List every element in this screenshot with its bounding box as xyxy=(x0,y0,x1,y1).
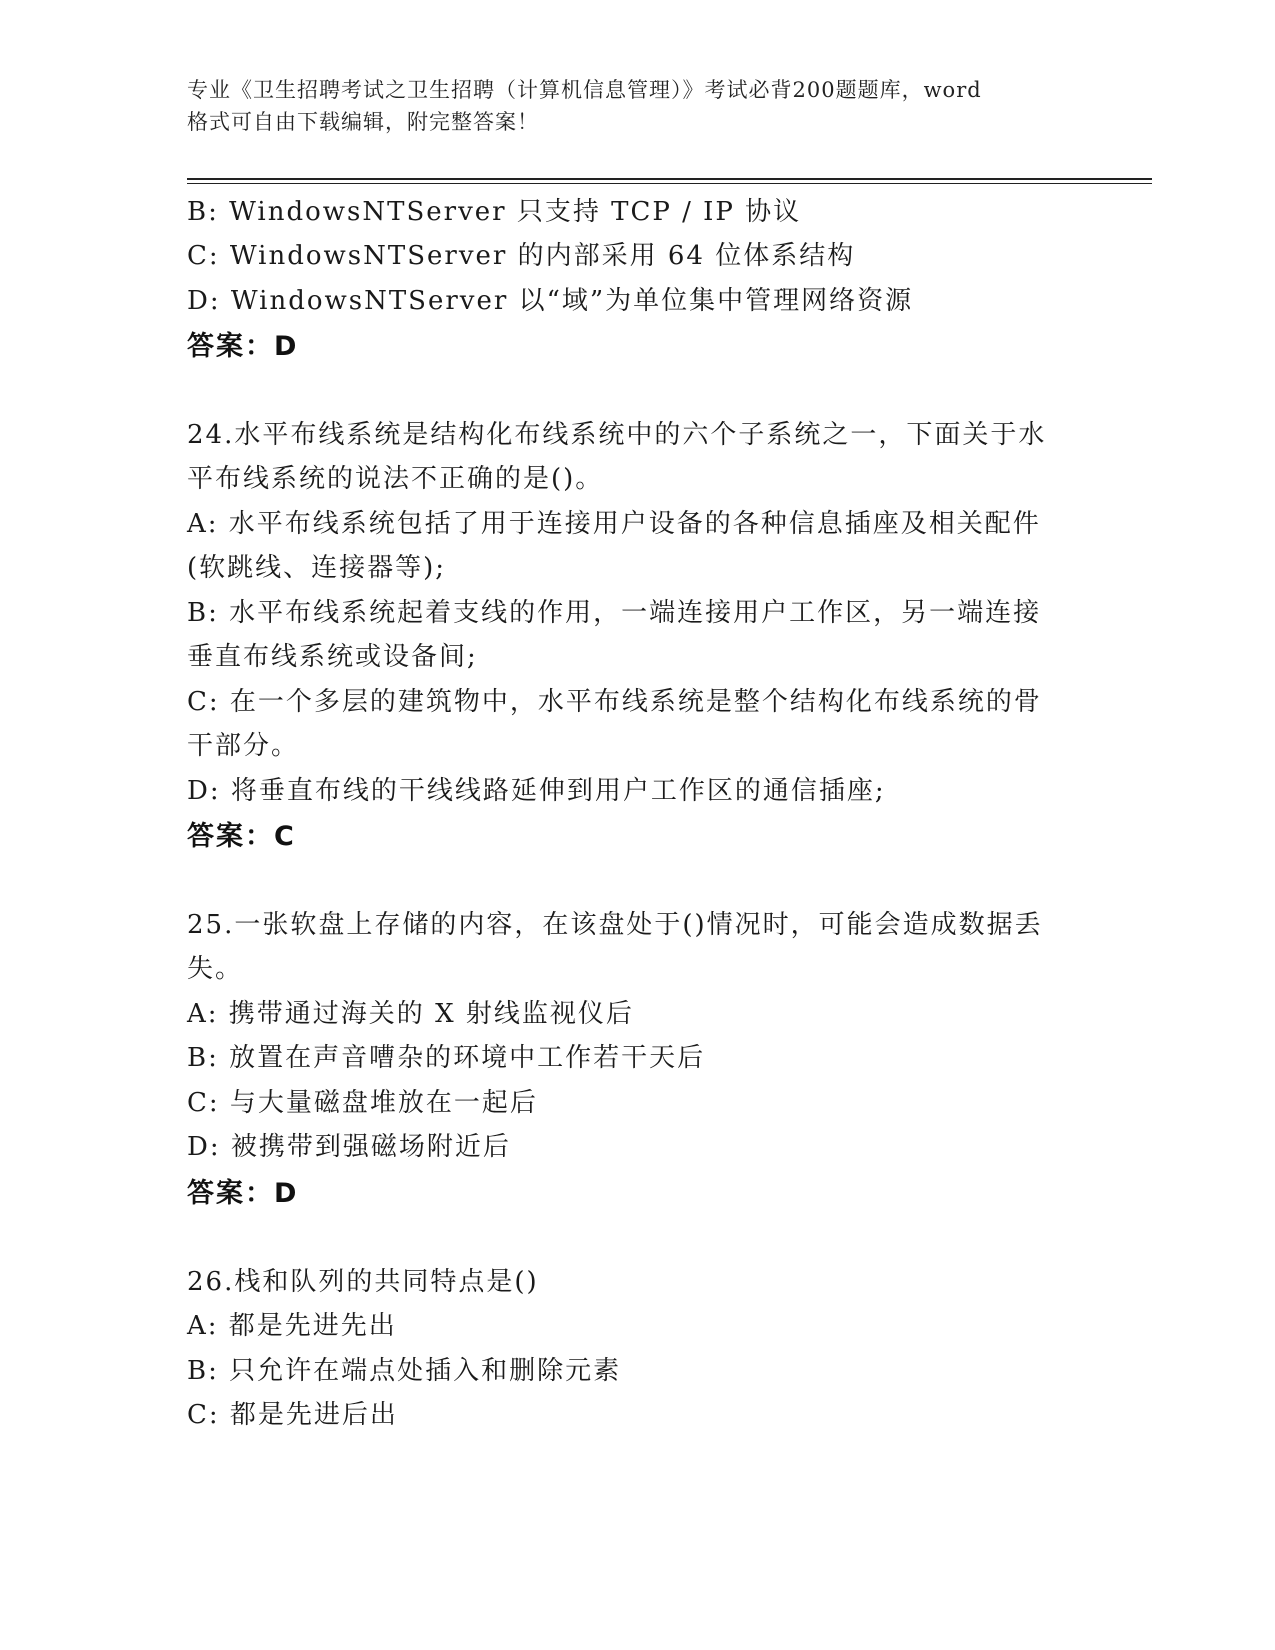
q25-option-d: D: 被携带到强磁场附近后 xyxy=(187,1132,511,1162)
q23-option-c: C: WindowsNTServer 的内部采用 64 位体系结构 xyxy=(187,241,856,271)
q25-stem-line-2: 失。 xyxy=(187,954,244,984)
q23-option-d: D: WindowsNTServer 以“域”为单位集中管理网络资源 xyxy=(187,286,914,316)
q25-option-a: A: 携带通过海关的 X 射线监视仪后 xyxy=(187,999,634,1029)
q25-stem-line-1: 25.一张软盘上存储的内容，在该盘处于()情况时，可能会造成数据丢 xyxy=(187,910,1043,940)
q24-option-a-line-2: (软跳线、连接器等); xyxy=(187,553,447,583)
header-divider-thick xyxy=(187,178,1152,180)
q24-option-b-line-2: 垂直布线系统或设备间; xyxy=(187,642,478,672)
q26-stem: 26.栈和队列的共同特点是() xyxy=(187,1267,539,1297)
q25-answer: 答案：D xyxy=(187,1178,299,1209)
q24-option-b-line-1: B: 水平布线系统起着支线的作用，一端连接用户工作区，另一端连接 xyxy=(187,598,1042,628)
q24-option-c-line-2: 干部分。 xyxy=(187,731,300,761)
q24-stem-line-1: 24.水平布线系统是结构化布线系统中的六个子系统之一，下面关于水 xyxy=(187,420,1047,450)
q23-answer: 答案：D xyxy=(187,331,299,362)
header-line-2: 格式可自由下载编辑，附完整答案！ xyxy=(187,110,539,134)
q24-option-d: D: 将垂直布线的干线线路延伸到用户工作区的通信插座; xyxy=(187,776,886,806)
q26-option-a: A: 都是先进先出 xyxy=(187,1311,397,1341)
q26-option-b: B: 只允许在端点处插入和删除元素 xyxy=(187,1356,622,1386)
q24-option-a-line-1: A: 水平布线系统包括了用于连接用户设备的各种信息插座及相关配件 xyxy=(187,509,1041,539)
q25-option-b: B: 放置在声音嘈杂的环境中工作若干天后 xyxy=(187,1043,706,1073)
q26-option-c: C: 都是先进后出 xyxy=(187,1400,398,1430)
header-line-1: 专业《卫生招聘考试之卫生招聘（计算机信息管理）》考试必背200题题库，word xyxy=(187,78,982,102)
q24-option-c-line-1: C: 在一个多层的建筑物中，水平布线系统是整个结构化布线系统的骨 xyxy=(187,687,1042,717)
q24-answer: 答案：C xyxy=(187,821,296,852)
header-divider-thin xyxy=(187,183,1152,184)
q25-option-c: C: 与大量磁盘堆放在一起后 xyxy=(187,1088,538,1118)
document-header xyxy=(187,74,1087,138)
q24-stem-line-2: 平布线系统的说法不正确的是()。 xyxy=(187,464,604,494)
q23-option-b: B: WindowsNTServer 只支持 TCP / IP 协议 xyxy=(187,197,802,227)
